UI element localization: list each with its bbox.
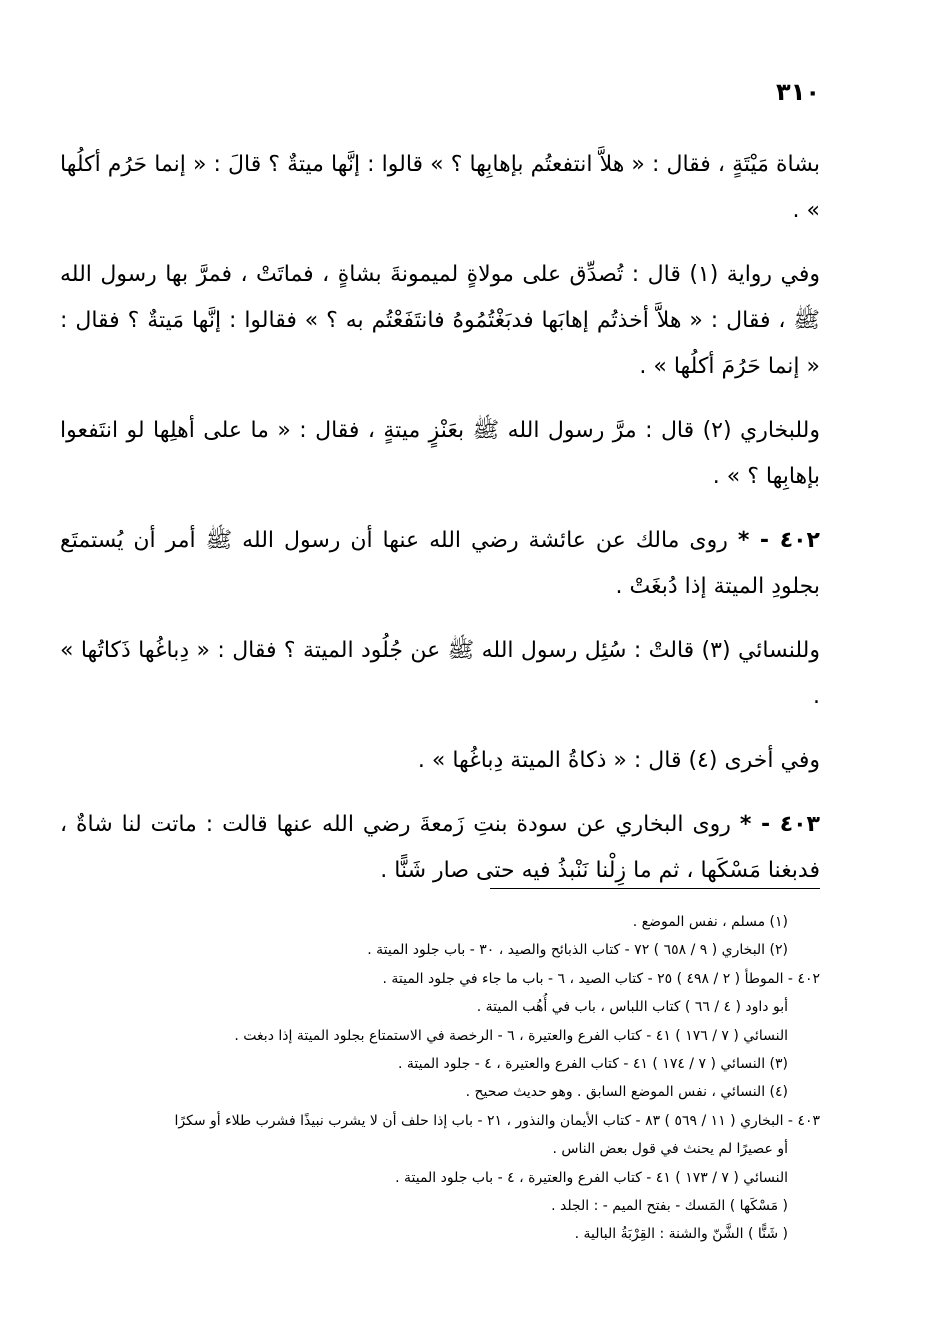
footnote: (٤) النسائي ، نفس الموضع السابق . وهو حديث صحيح . bbox=[465, 1084, 788, 1101]
paragraph bbox=[60, 142, 820, 234]
footnote: أبو داود ( ٤ / ٦٦ ) كتاب اللباس ، باب في أُهُب الميتة . bbox=[476, 999, 788, 1016]
paragraph bbox=[60, 408, 820, 500]
footnote: (٢) البخاري ( ٩ / ٦٥٨ ) ٧٢ - كتاب الذبائح والصيد ، ٣٠ - باب جلود الميتة . bbox=[367, 942, 788, 959]
paragraph-text: بشاة مَيْتَةٍ ، فقال : « هلاَّ انتفعتُم بإهابِها ؟ » قالوا : إنَّها ميتةٌ ؟ قالَ : « إنما حَرُم أكلُها » . bbox=[60, 152, 820, 223]
hadith-number: ٤٠٣ - * bbox=[739, 812, 820, 837]
footnote: النسائي ( ٧ / ١٧٦ ) ٤١ - كتاب الفرع والعتيرة ، ٦ - الرخصة في الاستمتاع بجلود الميتة إذا دبغت . bbox=[234, 1027, 788, 1044]
footnotes bbox=[60, 908, 820, 1249]
paragraph-text: روى مالك عن عائشة رضي الله عنها أن رسول الله ﷺ أمر أن يُستمتَع بجلودِ الميتة إذا دُبغَتْ . bbox=[60, 528, 820, 599]
paragraph-text: روى البخاري عن سودة بنتِ زَمعةَ رضي الله عنها قالت : ماتت لنا شاةٌ ، فدبغنا مَسْكَها ، ثم ما زِلْنا نَنْبذُ فيه حتى صار شَنًّا . bbox=[60, 812, 820, 883]
footnote: (٣) النسائي ( ٧ / ١٧٤ ) ٤١ - كتاب الفرع والعتيرة ، ٤ - جلود الميتة . bbox=[397, 1056, 788, 1073]
body-text bbox=[60, 142, 820, 912]
footnote-divider bbox=[490, 888, 820, 889]
paragraph bbox=[60, 628, 820, 720]
paragraph-text: وفي رواية (١) قال : تُصدِّق على مولاةٍ لميمونةَ بشاةٍ ، فماتَتْ ، فمرَّ بها رسول الله ﷺ ، فقال : « هلاَّ أخذتُم إهابَها فدبَغْتُمُوهُ فانتَفَعْتُم به ؟ » فقالوا : إنَّها مَيتةٌ ؟ فقال : « إنما حَرُمَ أكلُها » . bbox=[60, 262, 820, 379]
footnote: (١) مسلم ، نفس الموضع . bbox=[632, 914, 788, 930]
footnote: ٤٠٣ - البخاري ( ١١ / ٥٦٩ ) ٨٣ - كتاب الأيمان والنذور ، ٢١ - باب إذا حلف أن لا يشرب نبيذًا فشرب طلاء أو سكرًا bbox=[174, 1112, 820, 1129]
page-number: ٣١٠ bbox=[776, 78, 820, 106]
paragraph-text: وللنسائي (٣) قالتْ : سُئِل رسول الله ﷺ عن جُلُود الميتة ؟ فقال : « دِباغُها ذَكاتُها » . bbox=[60, 638, 820, 709]
hadith-paragraph bbox=[60, 802, 820, 894]
paragraph-text: وللبخاري (٢) قال : مرَّ رسول الله ﷺ بعَنْزٍ ميتةٍ ، فقال : « ما على أهلِها لو انتَفعوا بإهابِها ؟ » . bbox=[60, 418, 821, 489]
hadith-paragraph bbox=[60, 518, 820, 610]
paragraph bbox=[60, 252, 820, 390]
paragraph bbox=[60, 738, 820, 784]
footnote: أو عصيرًا لم يحنث في قول بعض الناس . bbox=[552, 1141, 788, 1158]
hadith-number: ٤٠٢ - * bbox=[737, 528, 820, 553]
paragraph-text: وفي أخرى (٤) قال : « ذكاةُ الميتة دِباغُها » . bbox=[417, 748, 820, 773]
footnote: ( مَسْكَها ) المَسك - بفتح الميم - : الجلد . bbox=[551, 1198, 788, 1215]
footnote: النسائي ( ٧ / ١٧٣ ) ٤١ - كتاب الفرع والعتيرة ، ٤ - باب جلود الميتة . bbox=[395, 1169, 788, 1186]
document-page bbox=[60, 70, 820, 1310]
footnote: ٤٠٢ - الموطأ ( ٢ / ٤٩٨ ) ٢٥ - كتاب الصيد ، ٦ - باب ما جاء في جلود الميتة . bbox=[382, 970, 820, 987]
footnote: ( شَنًّا ) الشَّنّ والشنة : القِرْبَةُ البالية . bbox=[574, 1226, 788, 1243]
